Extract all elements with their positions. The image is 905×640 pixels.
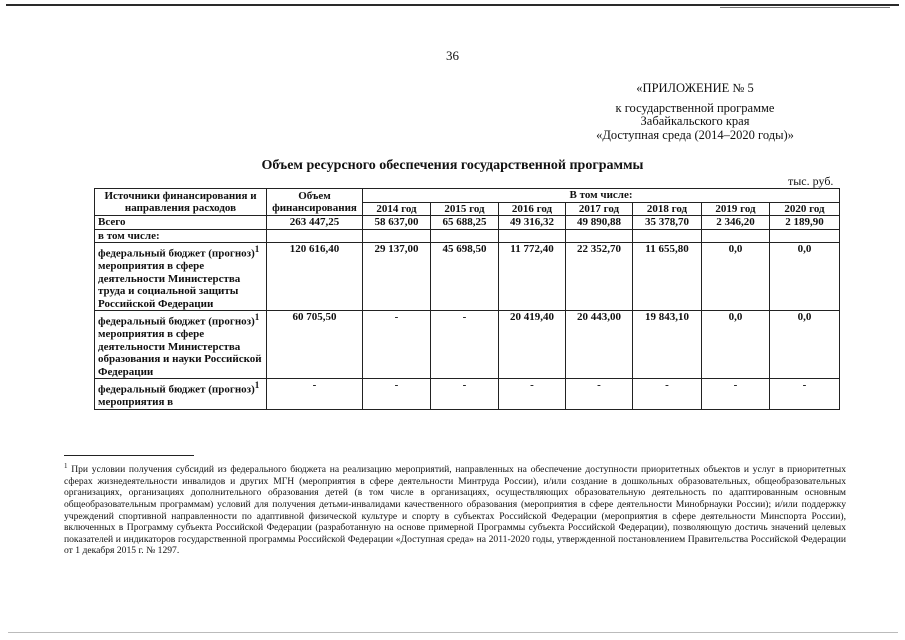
cell-value: 49 890,88 [566, 216, 633, 230]
scan-top-edge [6, 4, 899, 6]
appendix-title: «ПРИЛОЖЕНИЕ № 5 [636, 81, 754, 95]
cell-value: 45 698,50 [431, 243, 499, 311]
cell-value: 0,0 [702, 243, 770, 311]
row-label [95, 379, 267, 410]
row-label [95, 243, 267, 311]
header-source: Источники финансирования и направления расходов [95, 189, 267, 216]
cell-value: 20 419,40 [499, 311, 566, 379]
cell-value: 19 843,10 [633, 311, 702, 379]
footnote-mark: 1 [64, 462, 68, 470]
header-row-1 [95, 189, 840, 203]
cell-value: - [566, 379, 633, 410]
cell-value: - [499, 379, 566, 410]
empty-cell [702, 229, 770, 243]
appendix-header [575, 82, 815, 142]
cell-value: - [363, 379, 431, 410]
table-row-minsport [95, 379, 840, 410]
footnote-text: При условии получения субсидий из федерального бюджета на реализацию мероприятий, направленных на обеспечение доступности приоритетных объектов и услуг в приоритетных сферах жизнедеятельности инвалидов и других МГН (мероприятия в сфере деятельности Минтруда России), и/или создание в дошкольных образовательных, общеобразовательных организациях, организациях дополнительного образования детей (в том числе в организациях, осуществляющих образовательную деятельность по адаптированным основным общеобразовательным программам) условий для получения детьми-инвалидами качественного образования (мероприятия в сфере деятельности Минобрнауки России); и/или поддержку учреждений спортивной направленности по адаптивной физической культуре и спорту в субъектах Российской Федерации (мероприятия в сфере деятельности Минспорта России), включенных в Программу субъекта Российской Федерации (разработанную на основе примерной Программы субъекта Российской Федерации), позволяющую достичь значений целевых показателей и индикаторов государственной программы Российской Федерации «Доступная среда» на 2011-2020 годы, утвержденной постановлением Правительства Российской Федерации от 1 декабря 2015 г. № 1297. [64, 464, 846, 557]
empty-cell [566, 229, 633, 243]
cell-value: 65 688,25 [431, 216, 499, 230]
cell-value: 0,0 [702, 311, 770, 379]
header-year: 2017 год [566, 202, 633, 216]
header-year: 2019 год [702, 202, 770, 216]
row-volume: 263 447,25 [267, 216, 363, 230]
header-volume: Объем финансирования [267, 189, 363, 216]
table-row-mintrud [95, 243, 840, 311]
cell-value: - [770, 379, 840, 410]
page-number: 36 [446, 48, 459, 63]
row-label [95, 311, 267, 379]
cell-value: 35 378,70 [633, 216, 702, 230]
footnote-ref: 1 [254, 312, 260, 323]
cell-value: 0,0 [770, 311, 840, 379]
footnote-ref: 1 [254, 244, 260, 254]
row-label-text: федеральный бюджет (прогноз) [98, 315, 255, 328]
financing-table [94, 188, 840, 410]
row-label: Всего [95, 216, 267, 230]
cell-value: 58 637,00 [363, 216, 431, 230]
empty-cell [499, 229, 566, 243]
cell-value: - [363, 311, 431, 379]
cell-value: 29 137,00 [363, 243, 431, 311]
cell-value: 0,0 [770, 243, 840, 311]
cell-value: - [702, 379, 770, 410]
scan-top-edge-secondary [720, 7, 890, 8]
row-label-text: федеральный бюджет (прогноз) [98, 383, 255, 396]
row-label-text: мероприятия в сфере деятельности Министерства образования и науки Российской Федерации [98, 328, 262, 378]
document-title: Объем ресурсного обеспечения государственной программы [261, 158, 644, 173]
footnote [64, 461, 846, 557]
header-year: 2020 год [770, 202, 840, 216]
cell-value: 11 655,80 [633, 243, 702, 311]
header-year: 2014 год [363, 202, 431, 216]
appendix-line-1: к государственной программе [615, 100, 775, 115]
cell-value: 49 316,32 [499, 216, 566, 230]
header-including: В том числе: [363, 189, 840, 203]
footnote-ref: 1 [254, 380, 260, 391]
cell-value: 2 189,90 [770, 216, 840, 230]
appendix-line-3: «Доступная среда (2014–2020 годы)» [596, 127, 794, 142]
table-row-minobrnauki [95, 311, 840, 379]
cell-value: 2 346,20 [702, 216, 770, 230]
header-year: 2016 год [499, 202, 566, 216]
header-year: 2018 год [633, 202, 702, 216]
row-label: в том числе: [95, 229, 267, 243]
units-label: тыс. руб. [788, 174, 834, 188]
appendix-line-2: Забайкальского края [640, 114, 750, 128]
row-label-text: мероприятия в сфере деятельности Министерства труда и социальной защиты Российской Федерации [98, 260, 241, 310]
row-label-text: мероприятия в [98, 396, 174, 409]
row-label-text: федеральный бюджет (прогноз) [98, 247, 255, 260]
cell-value: 22 352,70 [566, 243, 633, 311]
scan-bottom-edge [8, 632, 898, 633]
table-row-including [95, 229, 840, 243]
cell-value: - [431, 311, 499, 379]
empty-cell [363, 229, 431, 243]
header-year: 2015 год [431, 202, 499, 216]
empty-cell [633, 229, 702, 243]
empty-cell [431, 229, 499, 243]
cell-value: 20 443,00 [566, 311, 633, 379]
cell-value: 11 772,40 [499, 243, 566, 311]
footnote-separator [64, 455, 194, 456]
empty-cell [267, 229, 363, 243]
cell-value: - [633, 379, 702, 410]
table-row-total [95, 216, 840, 230]
row-volume: - [267, 379, 363, 410]
cell-value: - [431, 379, 499, 410]
row-volume: 60 705,50 [267, 311, 363, 379]
row-volume: 120 616,40 [267, 243, 363, 311]
empty-cell [770, 229, 840, 243]
